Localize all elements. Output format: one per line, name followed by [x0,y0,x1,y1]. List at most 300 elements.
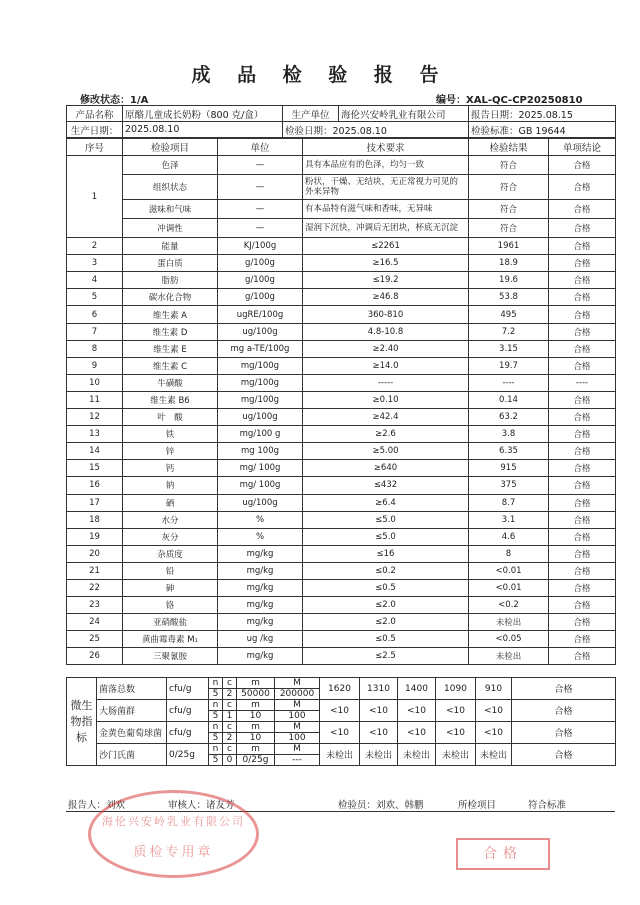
conclusion: ---- [549,374,616,391]
unit: KJ/100g [218,238,303,255]
table-row [67,528,616,545]
unit: mg/100g [218,357,303,374]
requirement: ≤16 [303,545,469,562]
requirement: ≥5.00 [303,443,469,460]
plan-value: 100 [275,711,320,722]
micro-result: 910 [476,678,512,700]
micro-row [67,678,616,689]
requirement: ≥46.8 [303,289,469,306]
conclusion: 合格 [549,289,616,306]
requirement: ≥6.4 [303,494,469,511]
plan-header: M [275,678,320,689]
test-item: 锌 [123,443,218,460]
pass-seal: 合格 [456,838,550,870]
result: 19.7 [469,357,549,374]
requirement: ≤432 [303,477,469,494]
conclusion: 合格 [549,614,616,631]
plan-value: 5 [209,711,223,722]
conclusion: 合格 [549,357,616,374]
requirement: ≥2.6 [303,426,469,443]
result: 未检出 [469,614,549,631]
test-item: 水分 [123,511,218,528]
test-item: 钠 [123,477,218,494]
test-item: 铅 [123,562,218,579]
result: 符合 [469,156,549,175]
table-row [67,545,616,562]
plan-header: c [223,722,237,733]
micro-result: 未检出 [398,744,436,766]
reviewer: 审核人：诸友芳 [166,797,336,812]
test-item: 蛋白质 [123,255,218,272]
micro-item-unit: cfu/g [167,722,209,744]
table-row [67,255,616,272]
inspector: 检验员：刘欢、韩鹏 [336,797,456,812]
plan-value: 10 [237,733,275,744]
maker-label: 生产单位 [283,106,339,122]
test-item: 维生素 D [123,323,218,340]
inspection-standard: 检验标准：GB 19644 [469,122,616,138]
reporter: 报告人：刘欢 [66,797,166,812]
micro-result: 未检出 [360,744,398,766]
requirement: ≥640 [303,460,469,477]
micro-row [67,700,616,711]
row-number: 23 [67,597,123,614]
row-number: 14 [67,443,123,460]
unit: mg/kg [218,562,303,579]
unit: g/100g [218,289,303,306]
test-item: 砷 [123,579,218,596]
micro-result: <10 [320,700,360,722]
requirement: 湿润下沉快，冲调后无团块，杯底无沉淀 [303,219,469,238]
test-item: 滋味和气味 [123,200,218,219]
conclusion: 合格 [549,528,616,545]
conclusion: 合格 [549,272,616,289]
unit: — [218,156,303,175]
requirement: ≤5.0 [303,528,469,545]
result: 53.8 [469,289,549,306]
unit: — [218,175,303,200]
requirement: ≤0.5 [303,631,469,648]
table-row [67,631,616,648]
row-number: 5 [67,289,123,306]
result: 3.1 [469,511,549,528]
test-item: 牛磺酸 [123,374,218,391]
test-item: 色泽 [123,156,218,175]
test-item: 组织状态 [123,175,218,200]
plan-header: n [209,700,223,711]
requirement: ≤2.0 [303,597,469,614]
micro-conclusion: 合格 [512,722,616,744]
conclusion: 合格 [549,443,616,460]
micro-conclusion: 合格 [512,700,616,722]
result: 符合 [469,200,549,219]
row-number: 26 [67,648,123,665]
result: 19.6 [469,272,549,289]
report-number: 编号：XAL-QC-CP20250810 [436,95,583,106]
microbiology-table [66,677,616,766]
table-row [67,477,616,494]
test-item: 维生素 A [123,306,218,323]
requirement: ≥14.0 [303,357,469,374]
unit: mg/kg [218,614,303,631]
result: 3.15 [469,340,549,357]
unit: ug/100g [218,409,303,426]
unit: ug /kg [218,631,303,648]
conclusion: 合格 [549,426,616,443]
plan-value: 50000 [237,689,275,700]
table-row [67,494,616,511]
table-row [67,156,616,175]
micro-conclusion: 合格 [512,678,616,700]
plan-value: 0 [223,755,237,766]
table-row [67,443,616,460]
micro-result: <10 [476,700,512,722]
product-name-label: 产品名称 [67,106,123,122]
row-number: 8 [67,340,123,357]
micro-item-unit: 0/25g [167,744,209,766]
result: 未检出 [469,648,549,665]
row-number: 1 [67,156,123,238]
table-row [67,409,616,426]
table-header-row [67,139,616,156]
unit: mg/100g [218,391,303,408]
micro-row [67,744,616,755]
micro-item-unit: cfu/g [167,678,209,700]
requirement: ≥0.10 [303,391,469,408]
requirement: ≥16.5 [303,255,469,272]
requirement: 具有本品应有的色泽，均匀一致 [303,156,469,175]
conclusion: 合格 [549,597,616,614]
plan-value: 10 [237,711,275,722]
revision-status: 修改状态：1/A [80,95,149,106]
test-item: 脂肪 [123,272,218,289]
table-row [67,289,616,306]
table-row [67,340,616,357]
table-row [67,272,616,289]
report-title: 成 品 检 验 报 告 [191,64,449,86]
conclusion: 合格 [549,306,616,323]
result: 3.8 [469,426,549,443]
test-item: 能量 [123,238,218,255]
result: 18.9 [469,255,549,272]
test-item: 碳水化合物 [123,289,218,306]
test-item: 亚硝酸盐 [123,614,218,631]
column-header: 检验结果 [469,139,549,156]
micro-result: 1310 [360,678,398,700]
result: 8.7 [469,494,549,511]
micro-section-label: 微生物指标 [67,678,97,766]
test-item: 维生素 C [123,357,218,374]
micro-item-name: 大肠菌群 [97,700,167,722]
plan-header: n [209,744,223,755]
inspection-date: 检验日期：2025.08.10 [283,122,469,138]
plan-value: 2 [223,689,237,700]
micro-result: 1090 [436,678,476,700]
row-number: 3 [67,255,123,272]
unit: ug/100g [218,494,303,511]
conclusion: 合格 [549,494,616,511]
conclusion: 合格 [549,219,616,238]
results-table [66,138,616,665]
test-item: 维生素 B6 [123,391,218,408]
micro-result: <10 [476,722,512,744]
row-number: 10 [67,374,123,391]
test-item: 铁 [123,426,218,443]
requirement: 360-810 [303,306,469,323]
requirement: ≤2.5 [303,648,469,665]
column-header: 序号 [67,139,123,156]
row-number: 12 [67,409,123,426]
row-number: 7 [67,323,123,340]
micro-result: <10 [398,722,436,744]
requirement: 有本品特有滋气味和香味，无异味 [303,200,469,219]
plan-header: c [223,700,237,711]
conclusion: 合格 [549,409,616,426]
micro-result: 未检出 [320,744,360,766]
table-row [67,648,616,665]
row-number: 24 [67,614,123,631]
row-number: 2 [67,238,123,255]
result: 符合 [469,219,549,238]
requirement: ≤5.0 [303,511,469,528]
conclusion: 合格 [549,562,616,579]
product-name-value: 原酪儿童成长奶粉（800 克/盒） [123,106,283,122]
requirement: 4.8-10.8 [303,323,469,340]
table-row [67,460,616,477]
plan-header: M [275,722,320,733]
unit: mg/ 100g [218,460,303,477]
table-row [67,219,616,238]
test-item: 三聚氰胺 [123,648,218,665]
micro-result: <10 [320,722,360,744]
micro-result: 1620 [320,678,360,700]
row-number: 21 [67,562,123,579]
unit: mg/kg [218,579,303,596]
table-row [67,426,616,443]
unit: mg/kg [218,545,303,562]
micro-result: <10 [436,722,476,744]
result: 6.35 [469,443,549,460]
result: ---- [469,374,549,391]
requirement: ≥42.4 [303,409,469,426]
plan-value: 1 [223,711,237,722]
micro-result: <10 [436,700,476,722]
report-date: 报告日期：2025.08.15 [469,106,616,122]
plan-header: m [237,722,275,733]
plan-value: 0/25g [237,755,275,766]
table-row [67,200,616,219]
unit: mg 100g [218,443,303,460]
result: 符合 [469,175,549,200]
result: 915 [469,460,549,477]
result: <0.01 [469,562,549,579]
requirement: 粉状，干燥、无结块，无正常视力可见的外来异物 [303,175,469,200]
column-header: 单位 [218,139,303,156]
unit: ug/100g [218,323,303,340]
micro-item-name: 金黄色葡萄球菌 [97,722,167,744]
table-row [67,323,616,340]
unit: mg/kg [218,597,303,614]
unit: mg/100 g [218,426,303,443]
conclusion: 合格 [549,477,616,494]
conclusion: 合格 [549,545,616,562]
result: 495 [469,306,549,323]
row-number: 18 [67,511,123,528]
row-number: 20 [67,545,123,562]
result: 4.6 [469,528,549,545]
unit: g/100g [218,272,303,289]
result: 1961 [469,238,549,255]
unit: mg/100g [218,374,303,391]
row-number: 16 [67,477,123,494]
header-table [66,105,616,138]
conclusion: 合格 [549,391,616,408]
meta-line [66,91,586,104]
table-row [67,579,616,596]
table-row [67,511,616,528]
plan-value: 5 [209,689,223,700]
result: 8 [469,545,549,562]
micro-row [67,722,616,733]
requirement: ≥2.40 [303,340,469,357]
stamp-ring-text: 海伦兴安岭乳业有限公司 [102,815,245,828]
row-number: 6 [67,306,123,323]
micro-conclusion: 合格 [512,744,616,766]
conclusion: 合格 [549,460,616,477]
plan-value: 100 [275,733,320,744]
unit: mg/kg [218,648,303,665]
plan-value: --- [275,755,320,766]
result: 0.14 [469,391,549,408]
test-item: 硒 [123,494,218,511]
table-row [67,374,616,391]
conclusion: 合格 [549,175,616,200]
micro-item-unit: cfu/g [167,700,209,722]
micro-item-name: 菌落总数 [97,678,167,700]
micro-result: <10 [360,722,398,744]
plan-value: 2 [223,733,237,744]
production-date-value: 2025.08.10 [123,122,283,138]
plan-header: n [209,678,223,689]
micro-result: <10 [398,700,436,722]
test-item: 黄曲霉毒素 M₁ [123,631,218,648]
row-number: 19 [67,528,123,545]
plan-header: c [223,744,237,755]
column-header: 检验项目 [123,139,218,156]
plan-header: m [237,744,275,755]
requirement: ≤2261 [303,238,469,255]
result: <0.01 [469,579,549,596]
conclusion: 合格 [549,631,616,648]
test-item: 叶 酸 [123,409,218,426]
maker-value: 海伦兴安岭乳业有限公司 [339,106,469,122]
row-number: 22 [67,579,123,596]
requirement: ≤0.5 [303,579,469,596]
test-item: 杂质度 [123,545,218,562]
conclusion: 合格 [549,579,616,596]
requirement: ≤19.2 [303,272,469,289]
row-number: 4 [67,272,123,289]
plan-header: n [209,722,223,733]
table-row [67,357,616,374]
row-number: 13 [67,426,123,443]
micro-result: 未检出 [436,744,476,766]
test-item: 冲调性 [123,219,218,238]
plan-header: m [237,700,275,711]
requirement: ----- [303,374,469,391]
plan-header: c [223,678,237,689]
table-row [67,175,616,200]
inspected-items-label: 所检项目 [456,797,526,812]
result: <0.05 [469,631,549,648]
row-number: 17 [67,494,123,511]
unit: — [218,219,303,238]
table-row [67,562,616,579]
row-number: 11 [67,391,123,408]
micro-result: <10 [360,700,398,722]
unit: g/100g [218,255,303,272]
test-item: 维生素 E [123,340,218,357]
final-conclusion: 符合标准 [526,797,615,812]
micro-item-name: 沙门氏菌 [97,744,167,766]
row-number: 15 [67,460,123,477]
unit: ugRE/100g [218,306,303,323]
plan-header: M [275,744,320,755]
test-item: 灰分 [123,528,218,545]
column-header: 单项结论 [549,139,616,156]
requirement: ≤2.0 [303,614,469,631]
plan-value: 200000 [275,689,320,700]
plan-header: m [237,678,275,689]
conclusion: 合格 [549,511,616,528]
requirement: ≤0.2 [303,562,469,579]
micro-result: 未检出 [476,744,512,766]
conclusion: 合格 [549,156,616,175]
table-row [67,391,616,408]
conclusion: 合格 [549,648,616,665]
production-date-label: 生产日期： [67,122,123,138]
table-row [67,306,616,323]
conclusion: 合格 [549,238,616,255]
plan-value: 5 [209,733,223,744]
unit: — [218,200,303,219]
micro-result: 1400 [398,678,436,700]
row-number: 25 [67,631,123,648]
table-row [67,238,616,255]
conclusion: 合格 [549,323,616,340]
test-item: 钙 [123,460,218,477]
table-row [67,614,616,631]
unit: mg a-TE/100g [218,340,303,357]
unit: % [218,528,303,545]
plan-header: M [275,700,320,711]
result: <0.2 [469,597,549,614]
conclusion: 合格 [549,200,616,219]
row-number: 9 [67,357,123,374]
table-row [67,597,616,614]
conclusion: 合格 [549,255,616,272]
stamp-label: 质检专用章 [133,845,214,860]
result: 375 [469,477,549,494]
plan-value: 5 [209,755,223,766]
conclusion: 合格 [549,340,616,357]
result: 63.2 [469,409,549,426]
test-item: 铬 [123,597,218,614]
column-header: 技术要求 [303,139,469,156]
quality-stamp [88,790,259,878]
unit: % [218,511,303,528]
unit: mg/ 100g [218,477,303,494]
